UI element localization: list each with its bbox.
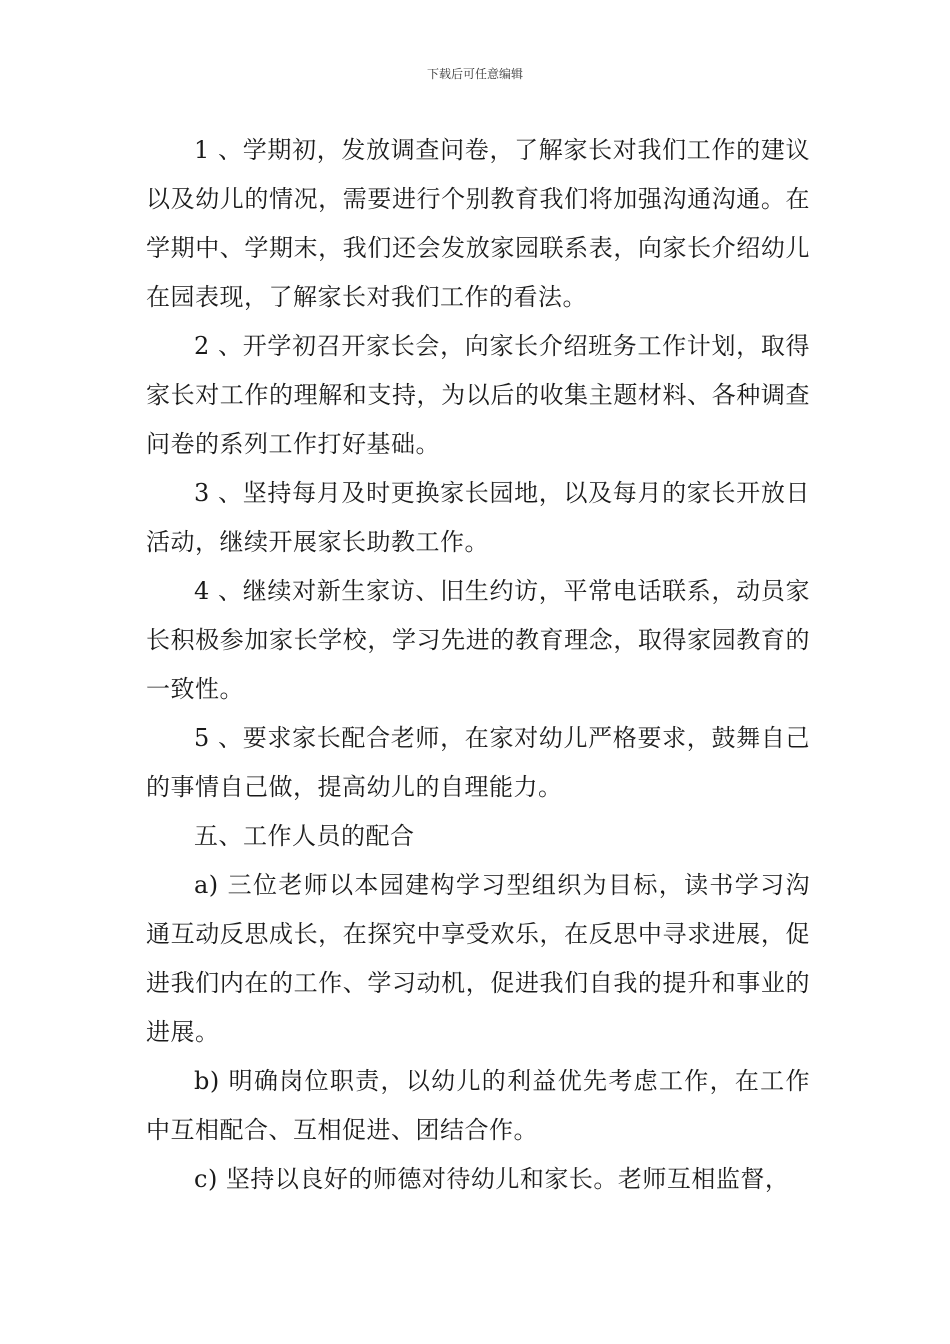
paragraph-item-3: 3 、坚持每月及时更换家长园地，以及每月的家长开放日活动，继续开展家长助教工作。: [146, 479, 810, 556]
paragraph-item-2: 2 、开学初召开家长会，向家长介绍班务工作计划，取得家长对工作的理解和支持，为以后的收集主题材料、各种调查问卷的系列工作打好基础。: [146, 332, 810, 458]
paragraph-item-1: 1 、学期初，发放调查问卷，了解家长对我们工作的建议以及幼儿的情况，需要进行个别教育我们将加强沟通沟通。在学期中、学期末，我们还会发放家园联系表，向家长介绍幼儿在园表现，了解家长对我们工作的看法。: [146, 136, 810, 311]
section-heading-staff: 五、工作人员的配合: [194, 822, 415, 850]
paragraph-item-5: 5 、要求家长配合老师，在家对幼儿严格要求，鼓舞自己的事情自己做，提高幼儿的自理能力。: [146, 724, 810, 801]
paragraph-item-b: b) 明确岗位职责，以幼儿的利益优先考虑工作，在工作中互相配合、互相促进、团结合作。: [146, 1067, 810, 1144]
paragraph-item-4: 4 、继续对新生家访、旧生约访，平常电话联系，动员家长积极参加家长学校，学习先进的教育理念，取得家园教育的一致性。: [146, 577, 810, 703]
paragraph-item-a: a) 三位老师以本园建构学习型组织为目标，读书学习沟通互动反思成长，在探究中享受欢乐，在反思中寻求进展，促进我们内在的工作、学习动机，促进我们自我的提升和事业的进展。: [146, 871, 810, 1046]
page-header: 下载后可任意编辑: [426, 67, 523, 81]
paragraph-item-c: c) 坚持以良好的师德对待幼儿和家长。老师互相监督，: [194, 1165, 790, 1193]
document-body: [146, 126, 810, 1204]
